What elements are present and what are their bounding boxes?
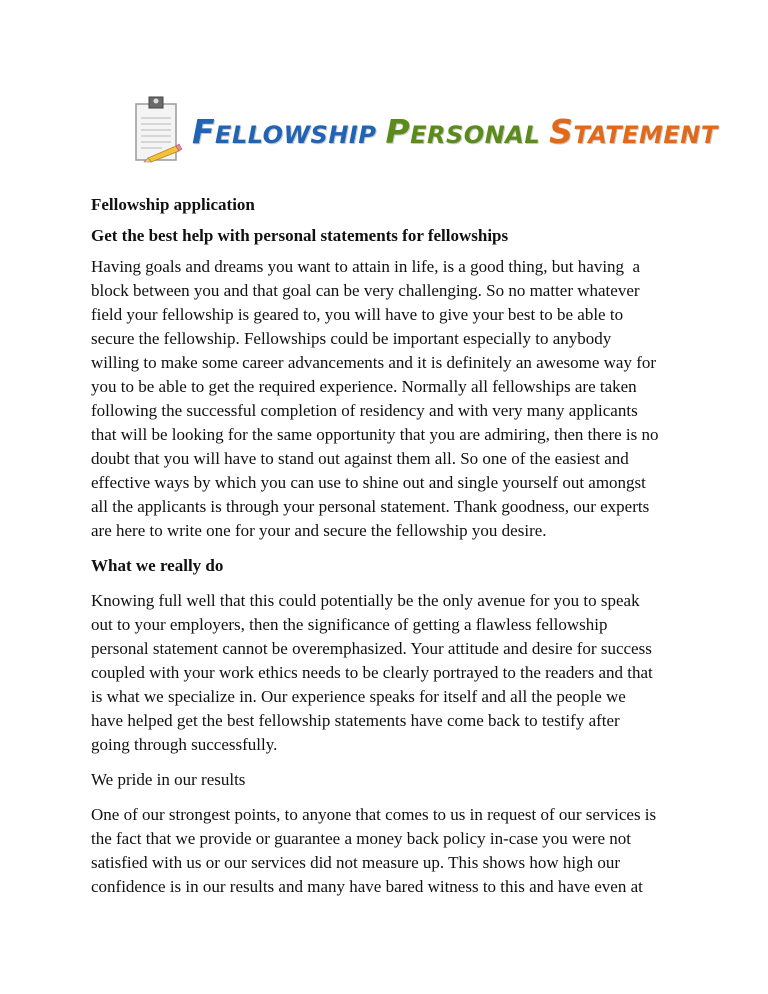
text-line: going through successfully. bbox=[91, 735, 278, 754]
banner-word-personal bbox=[385, 112, 541, 151]
banner-word-initial: F bbox=[192, 112, 216, 151]
text-line: effective ways by which you can use to shine out and single yourself out amongst bbox=[91, 473, 646, 492]
text-line: block between you and that goal can be very challenging. So no matter whatever bbox=[91, 281, 640, 300]
section-heading-results: We pride in our results bbox=[91, 770, 246, 789]
text-line: are here to write one for your and secure the fellowship you desire. bbox=[91, 521, 547, 540]
text-line: the fact that we provide or guarantee a money back policy in-case you were not bbox=[91, 829, 631, 848]
text-line: out to your employers, then the significance of getting a flawless fellowship bbox=[91, 615, 608, 634]
banner-word-rest: ERSONAL bbox=[410, 121, 541, 149]
paragraph-what-we-do bbox=[91, 589, 691, 757]
text-line: personal statement cannot be overemphasized. Your attitude and desire for success bbox=[91, 639, 652, 658]
banner-word-initial: P bbox=[385, 112, 411, 151]
banner-word-rest: TATEMENT bbox=[573, 121, 718, 149]
text-line: field your fellowship is geared to, you will have to give your best to be able to bbox=[91, 305, 624, 324]
text-line: is what we specialize in. Our experience speaks for itself and all the people we bbox=[91, 687, 626, 706]
clipboard-note-with-pencil-icon bbox=[132, 96, 188, 166]
text-line: have helped get the best fellowship statements have come back to testify after bbox=[91, 711, 620, 730]
document-body bbox=[91, 193, 691, 899]
text-line: you to be able to get the required experience. Normally all fellowships are taken bbox=[91, 377, 637, 396]
text-line: that will be looking for the same opportunity that you are admiring, then there is no bbox=[91, 425, 659, 444]
section-heading: Get the best help with personal statements for fellowships bbox=[91, 226, 509, 245]
section-heading-what-we-do: What we really do bbox=[91, 556, 224, 575]
text-line: coupled with your work ethics needs to be clearly portrayed to the readers and that bbox=[91, 663, 653, 682]
text-line: confidence is in our results and many have bared witness to this and have even at bbox=[91, 877, 643, 896]
text-line: satisfied with us or our services did not measure up. This shows how high our bbox=[91, 853, 620, 872]
banner-title bbox=[192, 112, 727, 151]
document-title: Fellowship application bbox=[91, 195, 255, 214]
text-line: One of our strongest points, to anyone that comes to us in request of our services is bbox=[91, 805, 657, 824]
text-line: Having goals and dreams you want to attain in life, is a good thing, but having a bbox=[91, 257, 641, 276]
text-line: willing to make some career advancements and it is definitely an awesome way for bbox=[91, 353, 657, 372]
title-banner bbox=[132, 96, 718, 168]
banner-word-initial: S bbox=[549, 112, 574, 151]
text-line: doubt that you will have to stand out against them all. So one of the easiest and bbox=[91, 449, 629, 468]
banner-word-statement bbox=[549, 112, 718, 151]
banner-word-rest: ELLOWSHIP bbox=[215, 121, 377, 149]
text-line: Knowing full well that this could potentially be the only avenue for you to speak bbox=[91, 591, 640, 610]
banner-word-fellowship bbox=[192, 112, 377, 151]
text-line: following the successful completion of residency and with very many applicants bbox=[91, 401, 638, 420]
text-line: all the applicants is through your personal statement. Thank goodness, our experts bbox=[91, 497, 650, 516]
text-line: secure the fellowship. Fellowships could be important especially to anybody bbox=[91, 329, 612, 348]
paragraph-results bbox=[91, 803, 691, 899]
paragraph-intro bbox=[91, 255, 691, 543]
